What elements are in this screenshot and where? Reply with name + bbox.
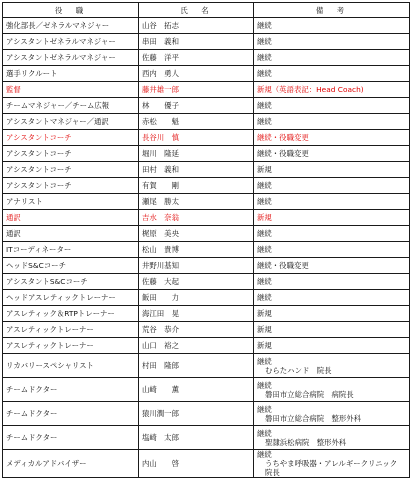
note-affiliation-title: 院長 [265,468,280,477]
cell-role: リカバリースペシャリスト [3,354,139,378]
table-row [3,34,410,50]
table-row [3,226,410,242]
cell-role: アスレティックトレーナー [3,338,139,354]
table-row [3,426,410,450]
cell-name: 荒谷 恭介 [139,322,254,338]
cell-role: 強化部長／ゼネラルマネジャー [3,18,139,34]
note-status: 継続 [257,229,272,238]
note-status: 継続 [257,404,272,414]
cell-role: チームドクター [3,402,139,426]
cell-name: 海江田 晃 [139,306,254,322]
cell-name: 松山 貴博 [139,242,254,258]
cell-role: チームマネジャー／チーム広報 [3,98,139,114]
note-status: 新規（英語表記：Head Coach) [257,85,364,94]
cell-role: チームドクター [3,378,139,402]
cell-name: 西内 勇人 [139,66,254,82]
table-row [3,402,410,426]
cell-role: アシスタントコーチ [3,178,139,194]
cell-name: 井野川基知 [139,258,254,274]
table-body [3,18,410,478]
note-status: 継続・役職変更 [257,133,309,142]
cell-note [254,274,410,290]
cell-name: 堀川 隆延 [139,146,254,162]
note-affiliation: 磐田市立総合病院 整形外科 [265,413,362,423]
cell-note [254,18,410,34]
cell-name: 田村 義和 [139,162,254,178]
note-status: 新規 [257,213,272,222]
note-status: 継続 [257,450,272,459]
cell-note [254,378,410,402]
note-status: 継続 [257,117,272,126]
note-affiliation: 磐田市立総合病院 病院長 [265,389,354,399]
table-row [3,114,410,130]
cell-name: 塩崎 太郎 [139,426,254,450]
table-row [3,130,410,146]
cell-role: アシスタントコーチ [3,130,139,146]
note-status: 継続 [257,428,272,438]
cell-role: ヘッドアスレティックトレーナー [3,290,139,306]
cell-name: 飯田 力 [139,290,254,306]
table-row [3,98,410,114]
cell-role: アシスタントゼネラルマネジャー [3,50,139,66]
cell-role: ヘッドS&Cコーチ [3,258,139,274]
cell-role: ITコーディネーター [3,242,139,258]
cell-note [254,322,410,338]
note-status: 新規 [257,309,272,318]
table-row [3,306,410,322]
cell-role: アシスタントコーチ [3,146,139,162]
cell-note [254,226,410,242]
cell-note [254,82,410,98]
cell-role: アシスタントマネジャー／通訳 [3,114,139,130]
cell-name: 梶原 美央 [139,226,254,242]
cell-note [254,210,410,226]
cell-name: 山口 裕之 [139,338,254,354]
note-status: 継続 [257,101,272,110]
note-affiliation: うちやま呼吸器・アレルギークリニック [265,459,398,468]
table-row [3,50,410,66]
table-row [3,290,410,306]
cell-note [254,402,410,426]
cell-note [254,290,410,306]
note-status: 継続 [257,380,272,390]
cell-role: 通訳 [3,226,139,242]
cell-note [254,34,410,50]
cell-name: 佐藤 大起 [139,274,254,290]
cell-role: アスレティックトレーナー [3,322,139,338]
table-row [3,378,410,402]
cell-name: 赤松 魁 [139,114,254,130]
note-status: 継続・役職変更 [257,149,309,158]
table-row [3,338,410,354]
cell-note [254,50,410,66]
note-status: 継続 [257,69,272,78]
cell-role: アナリスト [3,194,139,210]
table-row [3,210,410,226]
cell-note [254,306,410,322]
cell-role: アスレティック＆RTPトレーナー [3,306,139,322]
note-status: 新規 [257,341,272,350]
cell-note [254,130,410,146]
note-status: 継続 [257,293,272,302]
staff-table [2,2,410,478]
cell-name: 串田 義和 [139,34,254,50]
note-status: 継続 [257,181,272,190]
cell-name: 林 優子 [139,98,254,114]
table-row [3,162,410,178]
cell-name: 内山 啓 [139,450,254,478]
table-row [3,322,410,338]
table-row [3,274,410,290]
cell-note [254,162,410,178]
cell-name: 藤井雄一郎 [139,82,254,98]
cell-name: 村田 隆郎 [139,354,254,378]
note-status: 継続 [257,245,272,254]
note-status: 継続 [257,53,272,62]
note-status: 新規 [257,165,272,174]
cell-name: 佐藤 洋平 [139,50,254,66]
cell-name: 有賀 剛 [139,178,254,194]
cell-role: 選手リクルート [3,66,139,82]
cell-role: アシスタントゼネラルマネジャー [3,34,139,50]
table-row [3,194,410,210]
table-row [3,18,410,34]
cell-note [254,114,410,130]
cell-role: アシスタントS&Cコーチ [3,274,139,290]
cell-note [254,178,410,194]
cell-role: チームドクター [3,426,139,450]
table-row [3,258,410,274]
header-note: 備 考 [254,3,410,18]
cell-name: 山谷 拓志 [139,18,254,34]
cell-note [254,98,410,114]
cell-role: 通訳 [3,210,139,226]
cell-note [254,354,410,378]
cell-note [254,338,410,354]
table-row [3,66,410,82]
table-row [3,450,410,478]
note-affiliation: むらたハンド 院長 [265,365,332,375]
note-status: 継続 [257,37,272,46]
cell-name: 吉水 奈翁 [139,210,254,226]
header-role: 役 職 [3,3,139,18]
cell-name: 猿川潤一郎 [139,402,254,426]
cell-name: 山崎 薫 [139,378,254,402]
cell-note [254,242,410,258]
table-header-row [3,3,410,18]
note-status: 継続 [257,21,272,30]
cell-role: メディカルアドバイザー [3,450,139,478]
note-status: 継続 [257,277,272,286]
table-row [3,82,410,98]
table-row [3,354,410,378]
note-affiliation: 聖隷浜松病院 整形外科 [265,437,347,447]
cell-note [254,258,410,274]
cell-name: 瀬尾 勝太 [139,194,254,210]
cell-note [254,450,410,478]
cell-note [254,66,410,82]
note-status: 継続 [257,356,272,366]
cell-note [254,146,410,162]
cell-note [254,426,410,450]
note-status: 継続・役職変更 [257,261,309,270]
note-status: 継続 [257,197,272,206]
cell-note [254,194,410,210]
table-row [3,242,410,258]
cell-role: 監督 [3,82,139,98]
note-status: 新規 [257,325,272,334]
table-row [3,178,410,194]
cell-role: アシスタントコーチ [3,162,139,178]
table-row [3,146,410,162]
staff-table-container [2,2,410,478]
cell-name: 長谷川 慎 [139,130,254,146]
header-name: 氏 名 [139,3,254,18]
